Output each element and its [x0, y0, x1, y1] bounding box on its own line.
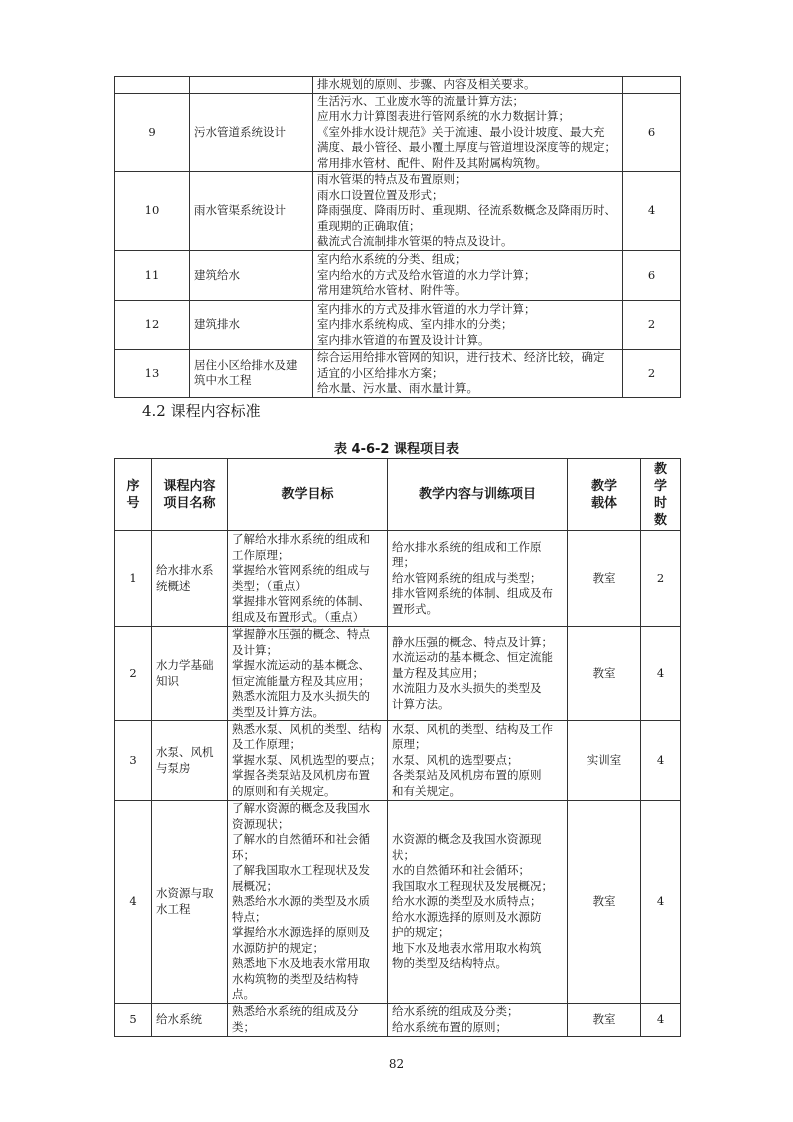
- teaching-carrier: 实训室: [568, 721, 641, 801]
- cell-line: 熟悉地下水及地表水常用取: [232, 956, 370, 970]
- cell-line: 掌握给水水源选择的原则及: [232, 925, 370, 939]
- teaching-content: [388, 627, 568, 721]
- cell-line: 理；: [392, 555, 415, 570]
- table-row: [115, 301, 681, 350]
- cell-line: 给水量、污水量、雨水量计算。: [317, 381, 478, 395]
- cell-line: 重现期的正确取值；: [317, 218, 421, 233]
- module-name: [190, 350, 313, 398]
- row-number: [115, 77, 190, 94]
- project-name: [152, 627, 228, 721]
- cell-line: 熟悉水流阻力及水头损失的: [232, 689, 370, 703]
- table-row: [115, 172, 681, 251]
- cell-line: 组成及布置形式。（重点）: [232, 609, 365, 624]
- cell-line: 给水排水系统的组成和工作原: [392, 539, 542, 554]
- cell-line: 各类泵站及风机房布置的原则: [392, 768, 542, 783]
- header-num: 序 号: [115, 459, 152, 531]
- cell-line: 护的规定；: [392, 925, 450, 939]
- project-name: [152, 721, 228, 801]
- cell-line: 原理；: [392, 737, 427, 752]
- teaching-content: [388, 801, 568, 1004]
- cell-line: 和有关规定。: [392, 783, 461, 798]
- teaching-goal: [228, 627, 388, 721]
- cell-line: 截流式合流制排水管渠的特点及设计。: [317, 234, 513, 249]
- row-number: 12: [115, 301, 190, 350]
- cell-line: 给水排水系: [156, 563, 214, 577]
- teaching-content: [388, 721, 568, 801]
- cell-line: 水资源的概念及我国水资源现: [392, 832, 542, 846]
- cell-line: 熟悉给水系统的组成及分: [232, 1004, 359, 1018]
- cell-line: 计算方法。: [392, 696, 450, 711]
- section-heading: 4.2 课程内容标准: [142, 402, 261, 420]
- cell-line: 满度、最小管径、最小覆土厚度与管道埋设深度等的规定；: [317, 140, 616, 154]
- cell-line: 给水水源选择的原则及水源防: [392, 909, 542, 924]
- project-number: 2: [115, 627, 152, 721]
- cell-line: 水工程: [156, 901, 191, 916]
- teaching-carrier: 教室: [568, 1003, 641, 1036]
- cell-line: 给水水源的类型及水质特点；: [392, 894, 542, 908]
- teaching-hours: 4: [641, 801, 681, 1004]
- cell-line: 恒定流能量方程及其应用；: [232, 673, 370, 688]
- cell-line: 综合运用给排水管网的知识，进行技术、经济比较，确定: [317, 350, 605, 364]
- cell-line: 知识: [156, 673, 179, 688]
- teaching-hours: 4: [641, 627, 681, 721]
- project-name: [152, 531, 228, 627]
- module-hours: 6: [623, 251, 681, 301]
- cell-line: 水流运动的基本概念、恒定流能: [392, 650, 553, 665]
- cell-line: 给水管网系统的组成与类型；: [392, 570, 542, 585]
- module-hours: [623, 77, 681, 94]
- row-number: 9: [115, 93, 190, 172]
- cell-line: 室内排水管道的布置及设计计算。: [317, 332, 490, 347]
- cell-line: 水流阻力及水头损失的类型及: [392, 681, 542, 696]
- cell-line: 状；: [392, 847, 415, 862]
- cell-line: 及工作原理；: [232, 737, 301, 752]
- module-hours: 6: [623, 93, 681, 172]
- cell-line: 常用建筑给水管材、附件等。: [317, 283, 467, 298]
- teaching-hours: 2: [641, 531, 681, 627]
- module-content: [313, 350, 623, 398]
- table-row: [115, 93, 681, 172]
- cell-line: 我国取水工程现状及发展概况；: [392, 878, 553, 893]
- module-name: 雨水管渠系统设计: [190, 172, 313, 251]
- cell-line: 掌握水流运动的基本概念、: [232, 658, 370, 672]
- table-row: [115, 721, 681, 801]
- cell-line: 物的类型及结构特点。: [392, 956, 507, 970]
- cell-line: 工作原理；: [232, 547, 290, 562]
- teaching-hours: 4: [641, 1003, 681, 1036]
- table-caption: 表 4-6-2 课程项目表: [334, 442, 459, 457]
- cell-line: 排水规划的原则、步骤、内容及相关要求。: [317, 77, 536, 91]
- cell-line: 应用水力计算图表进行管网系统的水力数据计算；: [317, 109, 570, 123]
- cell-line: 水泵、风机的选型要点；: [392, 752, 519, 767]
- header-content: 教学内容与训练项目: [388, 459, 568, 531]
- cell-line: 室内排水系统构成、室内排水的分类；: [317, 317, 513, 332]
- cell-line: 统概述: [156, 578, 191, 593]
- cell-line: 的原则和有关规定。: [232, 783, 336, 798]
- cell-line: 水泵、风机的类型、结构及工作: [392, 721, 553, 736]
- row-number: 13: [115, 350, 190, 398]
- table-row: [115, 251, 681, 301]
- cell-line: 特点；: [232, 909, 267, 924]
- table-row: [115, 627, 681, 721]
- cell-line: 置形式。: [392, 601, 438, 616]
- cell-line: 常用排水管材、配件、附件及其附属构筑物。: [317, 155, 547, 170]
- cell-line: 类型及计算方法。: [232, 704, 324, 719]
- module-name: 建筑给水: [190, 251, 313, 301]
- module-name: [190, 77, 313, 94]
- cell-line: 掌握排水管网系统的体制、: [232, 594, 370, 608]
- table-row: [115, 531, 681, 627]
- cell-line: 了解给水排水系统的组成和: [232, 532, 370, 546]
- cell-line: 掌握给水管网系统的组成与: [232, 563, 370, 577]
- module-content: [313, 251, 623, 301]
- cell-line: 降雨强度、降雨历时、重现期、径流系数概念及降雨历时、: [317, 203, 616, 218]
- cell-line: 量方程及其应用；: [392, 665, 484, 680]
- teaching-content: [388, 1003, 568, 1036]
- cell-line: 水源防护的规定；: [232, 940, 324, 955]
- cell-line: 地下水及地表水常用取水构筑: [392, 940, 542, 955]
- project-number: 3: [115, 721, 152, 801]
- cell-line: 点。: [232, 987, 255, 1001]
- teaching-goal: [228, 1003, 388, 1036]
- cell-line: 水的自然循环和社会循环；: [392, 863, 530, 877]
- cell-line: 室内给水系统的分类、组成；: [317, 252, 467, 267]
- cell-line: 及计算；: [232, 642, 278, 657]
- header-carrier: 教学 载体: [568, 459, 641, 531]
- cell-line: 给水系统布置的原则；: [392, 1019, 507, 1034]
- cell-line: 资源现状；: [232, 816, 290, 831]
- cell-line: 排水管网系统的体制、组成及布: [392, 586, 553, 601]
- cell-line: 雨水口设置位置及形式；: [317, 187, 444, 202]
- cell-line: 水构筑物的类型及结构特: [232, 971, 359, 986]
- header-row: [115, 459, 681, 531]
- module-content: [313, 93, 623, 172]
- module-hours: 2: [623, 350, 681, 398]
- project-number: 4: [115, 801, 152, 1004]
- cell-line: 适宜的小区给排水方案；: [317, 365, 444, 380]
- teaching-content: [388, 531, 568, 627]
- header-goal: 教学目标: [228, 459, 388, 531]
- cell-line: 了解我国取水工程现状及发: [232, 863, 370, 877]
- cell-line: 《室外排水设计规范》关于流速、最小设计坡度、最大充: [317, 124, 605, 139]
- table-row: [115, 350, 681, 398]
- teaching-goal: [228, 531, 388, 627]
- teaching-carrier: 教室: [568, 627, 641, 721]
- cell-line: 了解水的自然循环和社会循: [232, 832, 370, 846]
- table-row: [115, 77, 681, 94]
- course-project-table: [114, 458, 681, 1037]
- module-name: 污水管道系统设计: [190, 93, 313, 172]
- row-number: 11: [115, 251, 190, 301]
- teaching-carrier: 教室: [568, 531, 641, 627]
- teaching-hours: 4: [641, 721, 681, 801]
- table-row: [115, 1003, 681, 1036]
- cell-line: 熟悉给水水源的类型及水质: [232, 894, 370, 908]
- module-hours: 4: [623, 172, 681, 251]
- header-name: 课程内容 项目名称: [152, 459, 228, 531]
- cell-line: 水泵、风机: [156, 745, 214, 759]
- cell-line: 掌握静水压强的概念、特点: [232, 627, 370, 641]
- teaching-carrier: 教室: [568, 801, 641, 1004]
- cell-line: 展概况；: [232, 878, 278, 893]
- module-content: [313, 172, 623, 251]
- cell-line: 了解水资源的概念及我国水: [232, 801, 370, 815]
- module-content: [313, 77, 623, 94]
- teaching-goal: [228, 801, 388, 1004]
- cell-line: 居住小区给排水及建: [194, 357, 298, 372]
- row-number: 10: [115, 172, 190, 251]
- cell-line: 给水系统的组成及分类；: [392, 1004, 519, 1018]
- module-hours: 2: [623, 301, 681, 350]
- cell-line: 水力学基础: [156, 658, 214, 672]
- cell-line: 环；: [232, 847, 255, 862]
- cell-line: 熟悉水泵、风机的类型、结构: [232, 721, 382, 736]
- cell-line: 筑中水工程: [194, 373, 252, 388]
- teaching-goal: [228, 721, 388, 801]
- page-number: 82: [388, 1057, 405, 1071]
- cell-line: 类型；（重点）: [232, 578, 307, 593]
- cell-line: 掌握各类泵站及风机房布置: [232, 768, 370, 783]
- project-number: 1: [115, 531, 152, 627]
- cell-line: 类；: [232, 1019, 255, 1034]
- header-hours: 教 学 时 数: [641, 459, 681, 531]
- module-content: [313, 301, 623, 350]
- curriculum-table-continued: [114, 76, 681, 398]
- cell-line: 水资源与取: [156, 886, 214, 901]
- module-name: 建筑排水: [190, 301, 313, 350]
- project-name: [152, 801, 228, 1004]
- table-row: [115, 801, 681, 1004]
- project-number: 5: [115, 1003, 152, 1036]
- cell-line: 室内排水的方式及排水管道的水力学计算；: [317, 301, 536, 316]
- cell-line: 生活污水、工业废水等的流量计算方法；: [317, 93, 524, 108]
- cell-line: 掌握水泵、风机选型的要点；: [232, 752, 382, 767]
- cell-line: 与泵房: [156, 760, 191, 775]
- cell-line: 室内给水的方式及给水管道的水力学计算；: [317, 267, 536, 282]
- cell-line: 静水压强的概念、特点及计算；: [392, 634, 553, 649]
- project-name: [152, 1003, 228, 1036]
- cell-line: 给水系统: [156, 1011, 202, 1026]
- cell-line: 雨水管渠的特点及布置原则；: [317, 172, 467, 187]
